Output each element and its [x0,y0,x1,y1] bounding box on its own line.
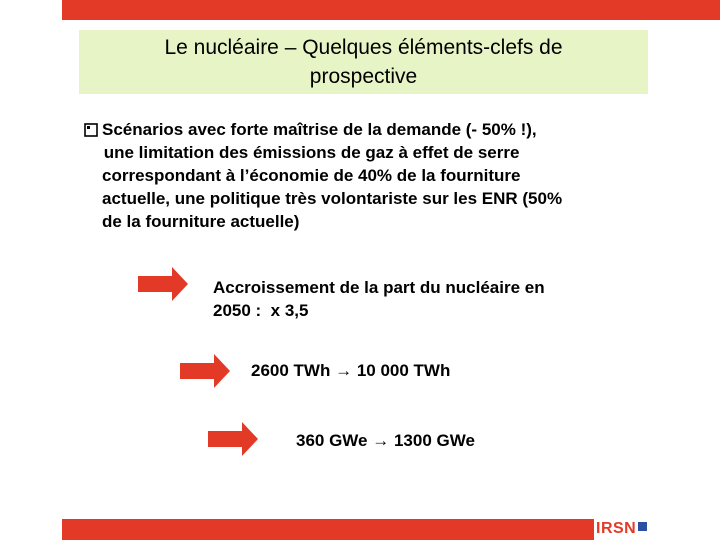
item-growth-text [213,276,653,322]
energy-before: 2600 TWh [251,361,336,380]
item-power-text [296,429,475,452]
bullet-line: de la fourniture actuelle) [102,212,300,231]
arrow-right-icon [138,267,188,301]
arrow-glyph: → [335,361,353,380]
logo-square-icon [638,522,647,531]
title-line-1: Le nucléaire – Quelques éléments-clefs de [164,36,563,59]
logo-text: IRSN [596,520,637,537]
energy-after: 10 000 TWh [352,361,451,380]
bullet-line: actuelle, une politique très volontariste sur les ENR (50% [102,189,563,208]
bullet-paragraph [84,118,654,233]
item-growth-line: 2050 : x 3,5 [213,301,309,320]
arrow-right-icon [208,422,258,456]
title-line-2: prospective [309,65,418,88]
arrow-glyph: → [372,431,390,450]
page-title [164,33,562,91]
top-accent-bar [62,0,720,20]
title-box [79,30,648,94]
bullet-line: Scénarios avec forte maîtrise de la demande (- 50% !), [102,120,537,139]
item-energy-text [251,359,450,382]
power-before: 360 GWe [296,431,373,450]
bullet-line: une limitation des émissions de gaz à effet de serre [99,143,520,162]
bullet-line: correspondant à l’économie de 40% de la fourniture [102,166,521,185]
item-growth-line: Accroissement de la part du nucléaire en [213,278,545,297]
power-after: 1300 GWe [389,431,475,450]
arrow-right-icon [180,354,230,388]
irsn-logo [596,518,658,540]
bottom-accent-bar [62,519,594,540]
